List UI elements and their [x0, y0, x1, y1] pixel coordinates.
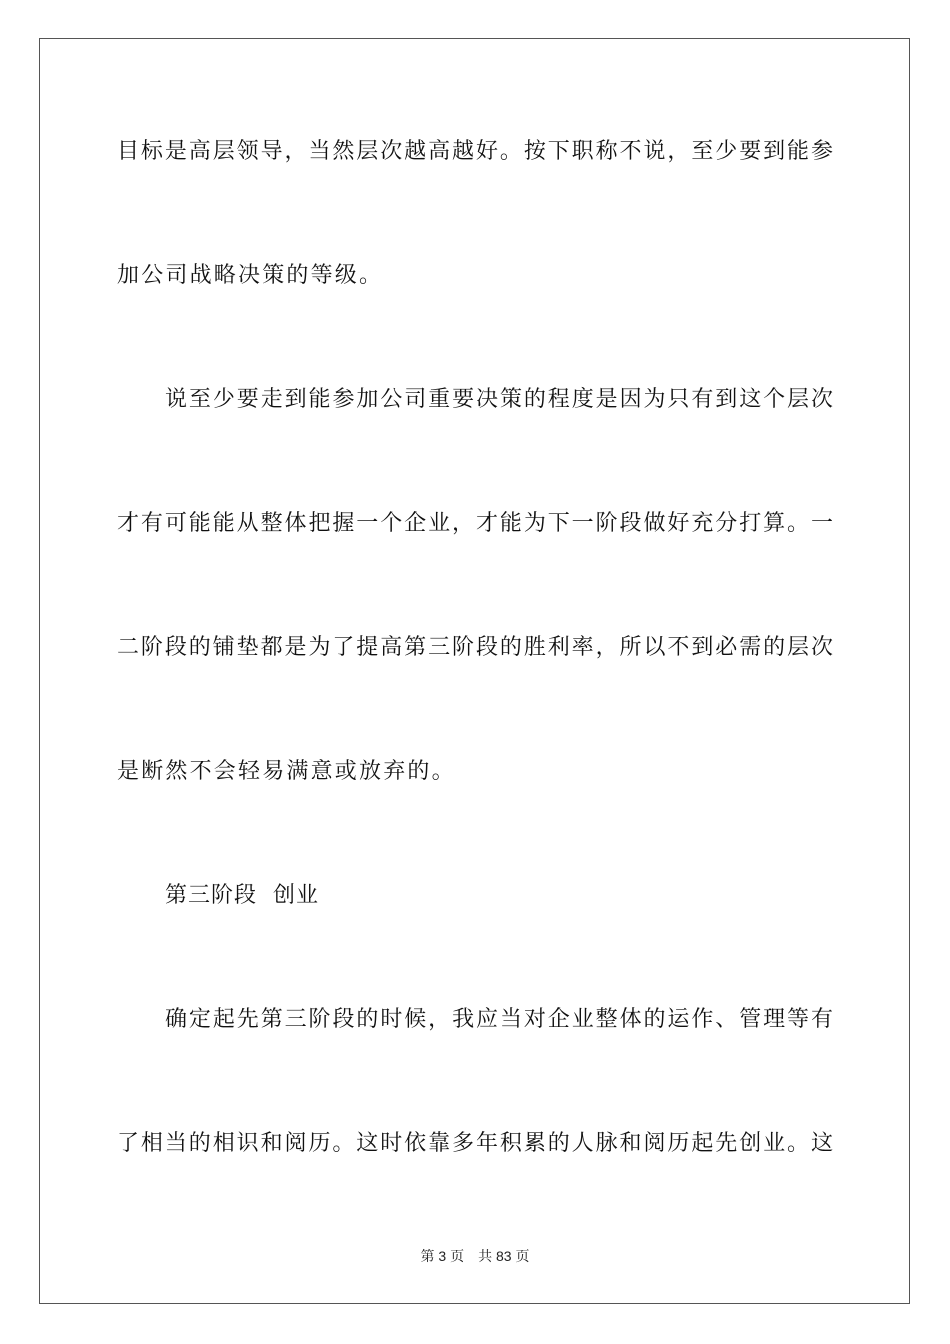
text-line-5: 二阶段的铺垫都是为了提高第三阶段的胜利率，所以不到必需的层次	[117, 635, 833, 660]
text-line-9: 了相当的相识和阅历。这时依靠多年积累的人脉和阅历起先创业。这	[117, 1131, 833, 1156]
section-heading: 第三阶段 创业	[165, 883, 319, 908]
text-line-4: 才有可能能从整体把握一个企业，才能为下一阶段做好充分打算。一	[117, 511, 833, 536]
text-line-6: 是断然不会轻易满意或放弃的。	[117, 759, 456, 784]
page-footer: 第 3 页 共 83 页	[420, 1248, 530, 1264]
page-border	[39, 38, 910, 1304]
text-line-8: 确定起先第三阶段的时候，我应当对企业整体的运作、管理等有	[165, 1007, 833, 1032]
text-line-2: 加公司战略决策的等级。	[117, 263, 384, 288]
text-line-3: 说至少要走到能参加公司重要决策的程度是因为只有到这个层次	[165, 387, 833, 412]
text-line-1: 目标是高层领导，当然层次越高越好。按下职称不说，至少要到能参	[117, 139, 833, 164]
